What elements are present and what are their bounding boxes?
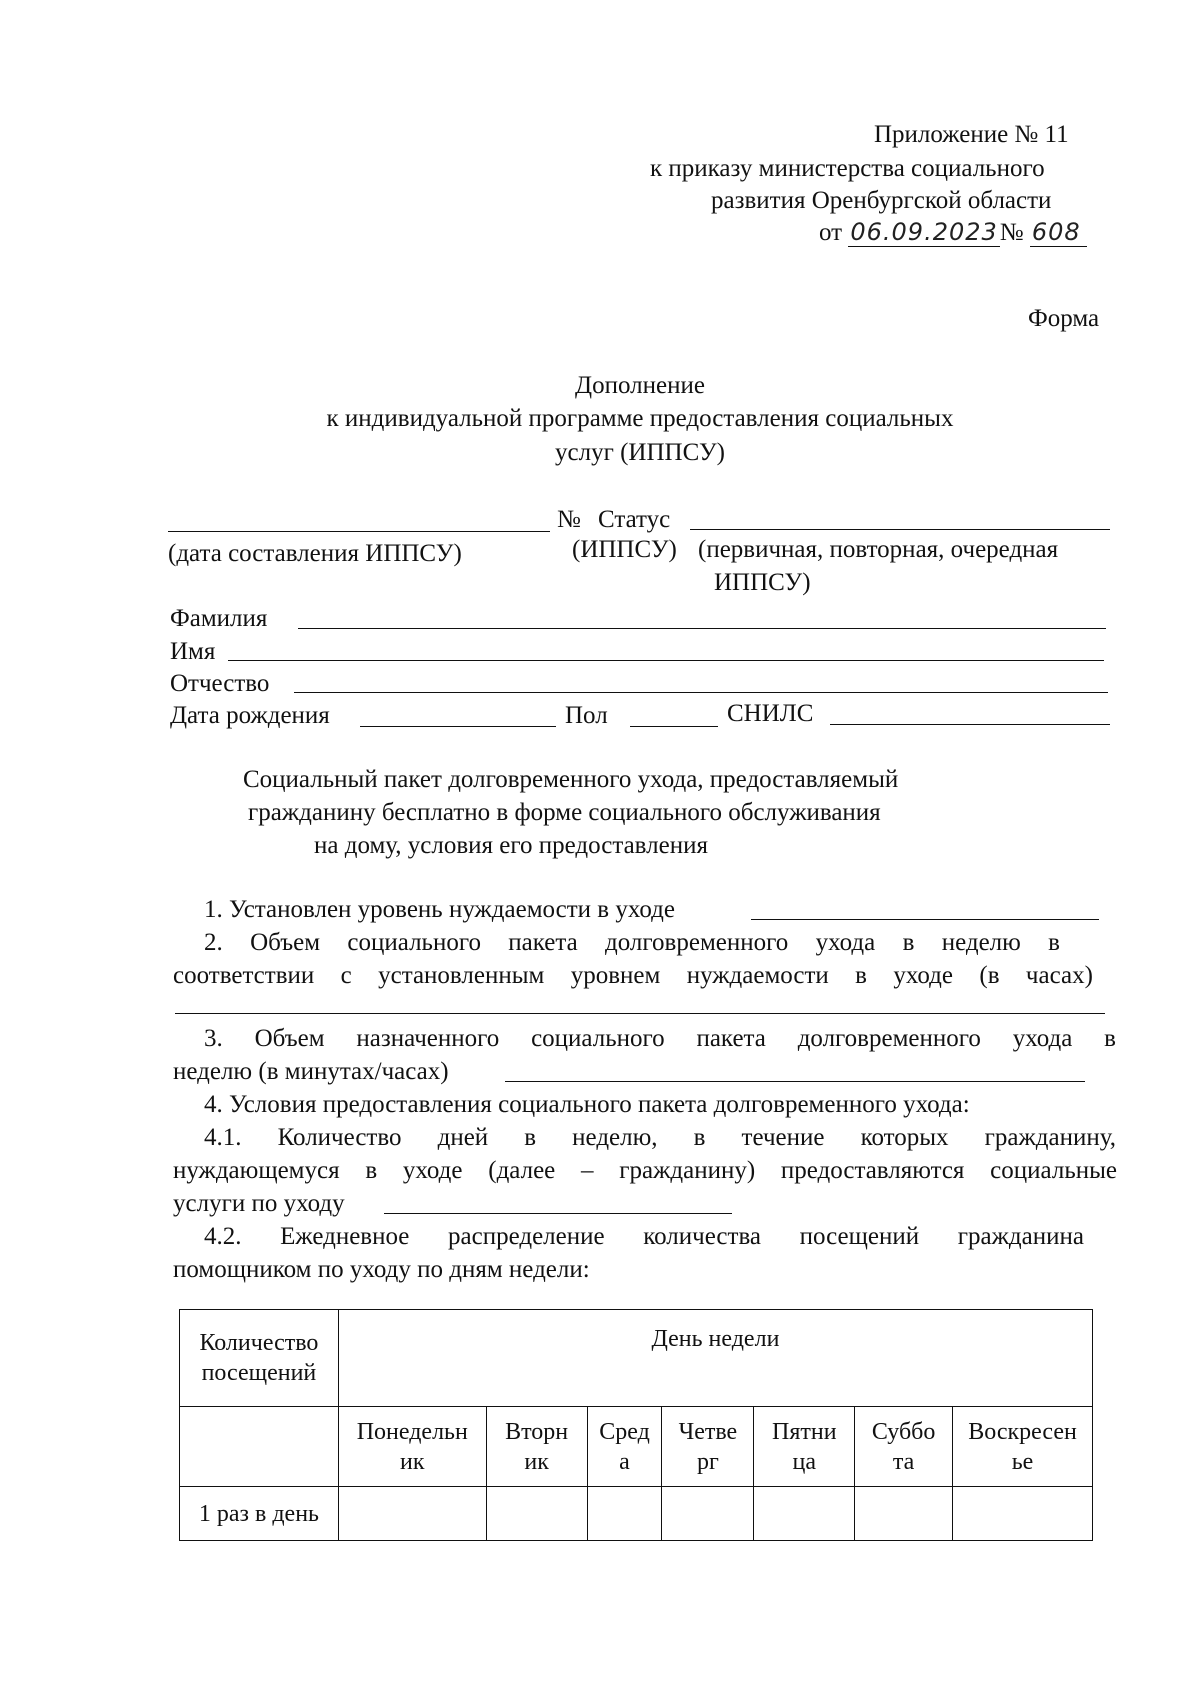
table-cell[interactable] [486, 1487, 587, 1541]
word: социальные [990, 1157, 1117, 1184]
day-text: та [892, 1448, 915, 1475]
table-cell[interactable] [754, 1487, 855, 1541]
day-text: Суббо [871, 1418, 936, 1445]
number-label: № [557, 506, 581, 533]
day-tuesday [486, 1407, 587, 1487]
item-4-1-field-line[interactable] [384, 1213, 732, 1214]
word: гражданину, [984, 1124, 1116, 1151]
day-friday [754, 1407, 855, 1487]
patronymic-field-line[interactable] [294, 692, 1108, 693]
word: (в [979, 962, 1000, 989]
section-title-line-2: гражданину бесплатно в форме социального обслуживания [248, 799, 881, 826]
item-3-line-1 [204, 1025, 1116, 1054]
day-saturday [855, 1407, 953, 1487]
word: установленным [378, 962, 545, 989]
word: с [340, 962, 352, 989]
day-text: а [619, 1448, 630, 1475]
section-title-line-1: Социальный пакет долговременного ухода, предоставляемый [243, 766, 899, 793]
date-field-line[interactable] [168, 531, 550, 532]
word: Объем [254, 1025, 325, 1052]
order-line-2: развития Оренбургской области [711, 187, 1052, 214]
item-4: 4. Условия предоставления социального пакета долговременного ухода: [204, 1091, 970, 1118]
day-sunday [953, 1407, 1093, 1487]
birth-date-label: Дата рождения [170, 702, 330, 729]
word: дней [437, 1124, 489, 1151]
word: уровнем [570, 962, 661, 989]
visits-table [179, 1309, 1093, 1541]
item-2-field-line[interactable] [175, 1013, 1105, 1014]
form-label: Форма [1028, 305, 1100, 332]
day-text: Четве [678, 1418, 738, 1445]
word: гражданина [957, 1223, 1084, 1250]
word: в [855, 962, 867, 989]
surname-label: Фамилия [170, 605, 268, 632]
word: – [581, 1157, 594, 1184]
date-prefix: от [819, 219, 843, 246]
word: течение [741, 1124, 825, 1151]
word: часах) [1025, 962, 1093, 989]
word: нуждаемости [686, 962, 829, 989]
status-caption-1: (первичная, повторная, очередная [698, 536, 1059, 563]
order-number-sign: № [999, 219, 1024, 246]
status-field-line[interactable] [690, 529, 1110, 530]
ippsu-caption: (ИППСУ) [572, 536, 677, 563]
table-header-row [180, 1310, 1093, 1407]
day-text: ик [524, 1448, 549, 1475]
word: распределение [448, 1223, 605, 1250]
word: неделю, [572, 1124, 658, 1151]
title-line-2: к индивидуальной программе предоставления социальных [326, 405, 954, 432]
word: пакета [696, 1025, 766, 1052]
table-days-row [180, 1407, 1093, 1487]
word: ухода [815, 929, 876, 956]
word: уходе [893, 962, 954, 989]
word: 3. [204, 1025, 223, 1052]
word: (далее [488, 1157, 556, 1184]
word: в [1104, 1025, 1116, 1052]
order-number-handwritten: 608 [1030, 218, 1087, 247]
table-cell[interactable] [662, 1487, 754, 1541]
word: количества [643, 1223, 762, 1250]
item-4-2-line-1 [204, 1223, 1084, 1252]
word: уходе [402, 1157, 463, 1184]
day-of-week-header: День недели [338, 1310, 1092, 1407]
item-2-line-2 [173, 962, 1093, 991]
day-text: Воскресен [968, 1418, 1077, 1445]
word: в [524, 1124, 537, 1151]
name-label: Имя [170, 638, 216, 665]
section-title-line-3: на дому, условия его предоставления [314, 832, 708, 859]
appendix-number: Приложение № 11 [874, 121, 1069, 148]
word: долговременного [605, 929, 789, 956]
sex-label: Пол [565, 702, 608, 729]
visits-count-header [180, 1310, 339, 1407]
word: неделю [941, 929, 1021, 956]
word: Ежедневное [280, 1223, 410, 1250]
snils-field-line[interactable] [830, 724, 1110, 725]
order-date-line [819, 219, 1087, 248]
patronymic-label: Отчество [170, 670, 270, 697]
sex-field-line[interactable] [630, 726, 718, 727]
word: ухода [1012, 1025, 1073, 1052]
day-thursday [662, 1407, 754, 1487]
word: в [1048, 929, 1060, 956]
row-label-once-a-day: 1 раз в день [180, 1487, 339, 1541]
word: соответствии [173, 962, 315, 989]
day-text: ик [400, 1448, 425, 1475]
item-3-field-line[interactable] [505, 1081, 1085, 1082]
table-row [180, 1487, 1093, 1541]
title-line-1: Дополнение [575, 372, 705, 399]
item-4-1-line-3: услуги по уходу [173, 1190, 345, 1217]
day-text: ца [792, 1448, 816, 1475]
header-text: посещений [201, 1360, 317, 1386]
day-text: рг [696, 1448, 719, 1475]
order-line-1: к приказу министерства социального [650, 155, 1045, 182]
word: гражданину) [619, 1157, 756, 1184]
word: посещений [799, 1223, 920, 1250]
word: 4.1. [204, 1124, 242, 1151]
header-text: Количество [199, 1330, 319, 1356]
word: которых [860, 1124, 949, 1151]
day-monday [338, 1407, 486, 1487]
date-caption: (дата составления ИППСУ) [168, 540, 462, 567]
day-wednesday [587, 1407, 662, 1487]
word: предоставляются [780, 1157, 965, 1184]
table-cell[interactable] [338, 1487, 486, 1541]
title-line-3: услуг (ИППСУ) [555, 439, 725, 466]
word: Количество [277, 1124, 402, 1151]
name-field-line[interactable] [228, 660, 1104, 661]
table-cell[interactable] [953, 1487, 1093, 1541]
word: социального [531, 1025, 665, 1052]
word: в [902, 929, 915, 956]
day-text: Вторн [505, 1418, 569, 1445]
day-text: ье [1011, 1448, 1034, 1475]
snils-label: СНИЛС [727, 700, 814, 727]
word: долговременного [797, 1025, 981, 1052]
item-4-1-line-1 [204, 1124, 1116, 1153]
table-cell [180, 1407, 339, 1487]
status-caption-2: ИППСУ) [714, 569, 811, 596]
table-cell[interactable] [855, 1487, 953, 1541]
order-date-handwritten: 06.09.2023 [850, 218, 998, 246]
word: нуждающемуся [173, 1157, 340, 1184]
day-text: Пятни [771, 1418, 837, 1445]
item-2-line-1 [204, 929, 1060, 958]
item-4-2-line-2: помощником по уходу по дням недели: [173, 1256, 590, 1283]
day-text: Сред [599, 1418, 650, 1445]
word: назначенного [356, 1025, 500, 1052]
word: 4.2. [204, 1223, 242, 1250]
surname-field-line[interactable] [298, 628, 1106, 629]
word: 2. [204, 929, 223, 956]
item-1: 1. Установлен уровень нуждаемости в уходе [204, 896, 675, 923]
word: в [693, 1124, 706, 1151]
item-4-1-line-2 [173, 1157, 1117, 1186]
word: социального [347, 929, 481, 956]
item-1-field-line[interactable] [751, 919, 1099, 920]
table-cell[interactable] [587, 1487, 662, 1541]
birth-date-field-line[interactable] [360, 726, 556, 727]
item-3-line-2: неделю (в минутах/часах) [173, 1058, 449, 1085]
status-label: Статус [598, 506, 671, 533]
word: Объем [250, 929, 321, 956]
word: в [365, 1157, 378, 1184]
word: пакета [508, 929, 578, 956]
day-text: Понедельн [356, 1418, 468, 1445]
